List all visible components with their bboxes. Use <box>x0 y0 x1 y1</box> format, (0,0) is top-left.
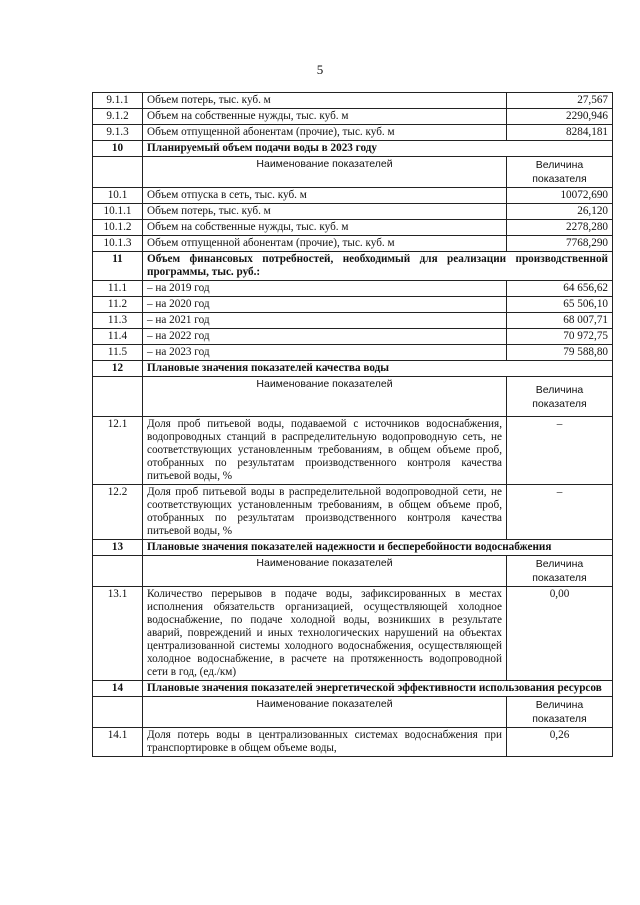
section-row <box>93 681 613 697</box>
row-number: 11.5 <box>93 345 143 361</box>
section-title: Объем финансовых потребностей, необходимый для реализации производственной программы, тыс. руб.: <box>143 252 613 281</box>
section-number: 12 <box>93 361 143 377</box>
header-row <box>93 377 613 417</box>
row-value: 2278,280 <box>507 220 613 236</box>
row-name: Количество перерывов в подаче воды, зафиксированных в местах исполнения обязательств организацией, осуществляющей холодное водоснабжение, по подаче холодной воды, возникших в результате аварий, повреждений и иных технологических нарушений на объектах централизованной системы холодного водоснабжения, осуществляющей холодное водоснабжение, в расчете на протяженность водопроводной сети в год, (ед./км) <box>143 587 507 681</box>
production-program-table <box>92 92 613 757</box>
row-name: – на 2020 год <box>143 297 507 313</box>
row-name: Доля потерь воды в централизованных системах водоснабжения при транспортировке в общем объеме воды, <box>143 728 507 757</box>
row-number: 13.1 <box>93 587 143 681</box>
row-name: – на 2021 год <box>143 313 507 329</box>
row-value: – <box>507 417 613 485</box>
row-value: 68 007,71 <box>507 313 613 329</box>
empty-cell <box>93 377 143 417</box>
section-title: Планируемый объем подачи воды в 2023 году <box>143 141 613 157</box>
row-name: Объем на собственные нужды, тыс. куб. м <box>143 109 507 125</box>
row-number: 11.4 <box>93 329 143 345</box>
row-value: 65 506,10 <box>507 297 613 313</box>
section-row <box>93 141 613 157</box>
column-header-value: Величина показателя <box>507 157 613 188</box>
section-row <box>93 540 613 556</box>
row-value: 8284,181 <box>507 125 613 141</box>
row-value: 26,120 <box>507 204 613 220</box>
table-row <box>93 93 613 109</box>
section-number: 13 <box>93 540 143 556</box>
row-name: Доля проб питьевой воды, подаваемой с источников водоснабжения, водопроводных станций в распределительную водопроводную сеть, не соответствующих установленным требованиям, в общем объеме проб, отобранных по результатам производственного контроля качества питьевой воды, % <box>143 417 507 485</box>
column-header-name: Наименование показателей <box>143 697 507 728</box>
row-number: 11.3 <box>93 313 143 329</box>
page-number: 5 <box>316 62 324 77</box>
table-row <box>93 220 613 236</box>
row-value: 10072,690 <box>507 188 613 204</box>
row-number: 11.1 <box>93 281 143 297</box>
row-number: 9.1.1 <box>93 93 143 109</box>
table-row <box>93 329 613 345</box>
row-number: 9.1.2 <box>93 109 143 125</box>
row-name: – на 2019 год <box>143 281 507 297</box>
row-number: 12.2 <box>93 485 143 540</box>
row-value: 0,00 <box>507 587 613 681</box>
empty-cell <box>93 697 143 728</box>
row-name: Объем на собственные нужды, тыс. куб. м <box>143 220 507 236</box>
row-value: 27,567 <box>507 93 613 109</box>
row-value: 70 972,75 <box>507 329 613 345</box>
section-row <box>93 361 613 377</box>
row-name: Объем отпуска в сеть, тыс. куб. м <box>143 188 507 204</box>
row-number: 10.1.3 <box>93 236 143 252</box>
section-title: Плановые значения показателей качества воды <box>143 361 613 377</box>
table-row <box>93 188 613 204</box>
row-value: 79 588,80 <box>507 345 613 361</box>
column-header-value: Величина показателя <box>507 377 613 417</box>
row-number: 9.1.3 <box>93 125 143 141</box>
column-header-name: Наименование показателей <box>143 377 507 417</box>
table-row <box>93 125 613 141</box>
table-row <box>93 281 613 297</box>
row-value: 7768,290 <box>507 236 613 252</box>
row-value: 2290,946 <box>507 109 613 125</box>
row-number: 10.1.2 <box>93 220 143 236</box>
column-header-name: Наименование показателей <box>143 556 507 587</box>
row-name: Объем отпущенной абонентам (прочие), тыс. куб. м <box>143 236 507 252</box>
column-header-value: Величина показателя <box>507 697 613 728</box>
section-title: Плановые значения показателей энергетической эффективности использования ресурсов <box>143 681 613 697</box>
header-row <box>93 697 613 728</box>
column-header-name: Наименование показателей <box>143 157 507 188</box>
row-value: – <box>507 485 613 540</box>
section-number: 14 <box>93 681 143 697</box>
column-header-value: Величина показателя <box>507 556 613 587</box>
empty-cell <box>93 157 143 188</box>
row-name: Объем потерь, тыс. куб. м <box>143 204 507 220</box>
row-name: Объем потерь, тыс. куб. м <box>143 93 507 109</box>
table-row <box>93 109 613 125</box>
section-number: 10 <box>93 141 143 157</box>
row-name: Доля проб питьевой воды в распределительной водопроводной сети, не соответствующих установленным требованиям, в общем объеме проб, отобранных по результатам производственного контроля качества питьевой воды, % <box>143 485 507 540</box>
table-row <box>93 417 613 485</box>
table-row <box>93 313 613 329</box>
table-row <box>93 345 613 361</box>
row-name: – на 2022 год <box>143 329 507 345</box>
empty-cell <box>93 556 143 587</box>
row-name: Объем отпущенной абонентам (прочие), тыс. куб. м <box>143 125 507 141</box>
row-value: 0,26 <box>507 728 613 757</box>
row-number: 10.1.1 <box>93 204 143 220</box>
row-name: – на 2023 год <box>143 345 507 361</box>
table-row <box>93 204 613 220</box>
section-number: 11 <box>93 252 143 281</box>
row-number: 12.1 <box>93 417 143 485</box>
table-row <box>93 485 613 540</box>
section-title: Плановые значения показателей надежности и бесперебойности водоснабжения <box>143 540 613 556</box>
table-row <box>93 587 613 681</box>
row-number: 14.1 <box>93 728 143 757</box>
header-row <box>93 157 613 188</box>
table-row <box>93 728 613 757</box>
row-number: 11.2 <box>93 297 143 313</box>
section-row <box>93 252 613 281</box>
header-row <box>93 556 613 587</box>
table-row <box>93 236 613 252</box>
row-value: 64 656,62 <box>507 281 613 297</box>
table-row <box>93 297 613 313</box>
row-number: 10.1 <box>93 188 143 204</box>
